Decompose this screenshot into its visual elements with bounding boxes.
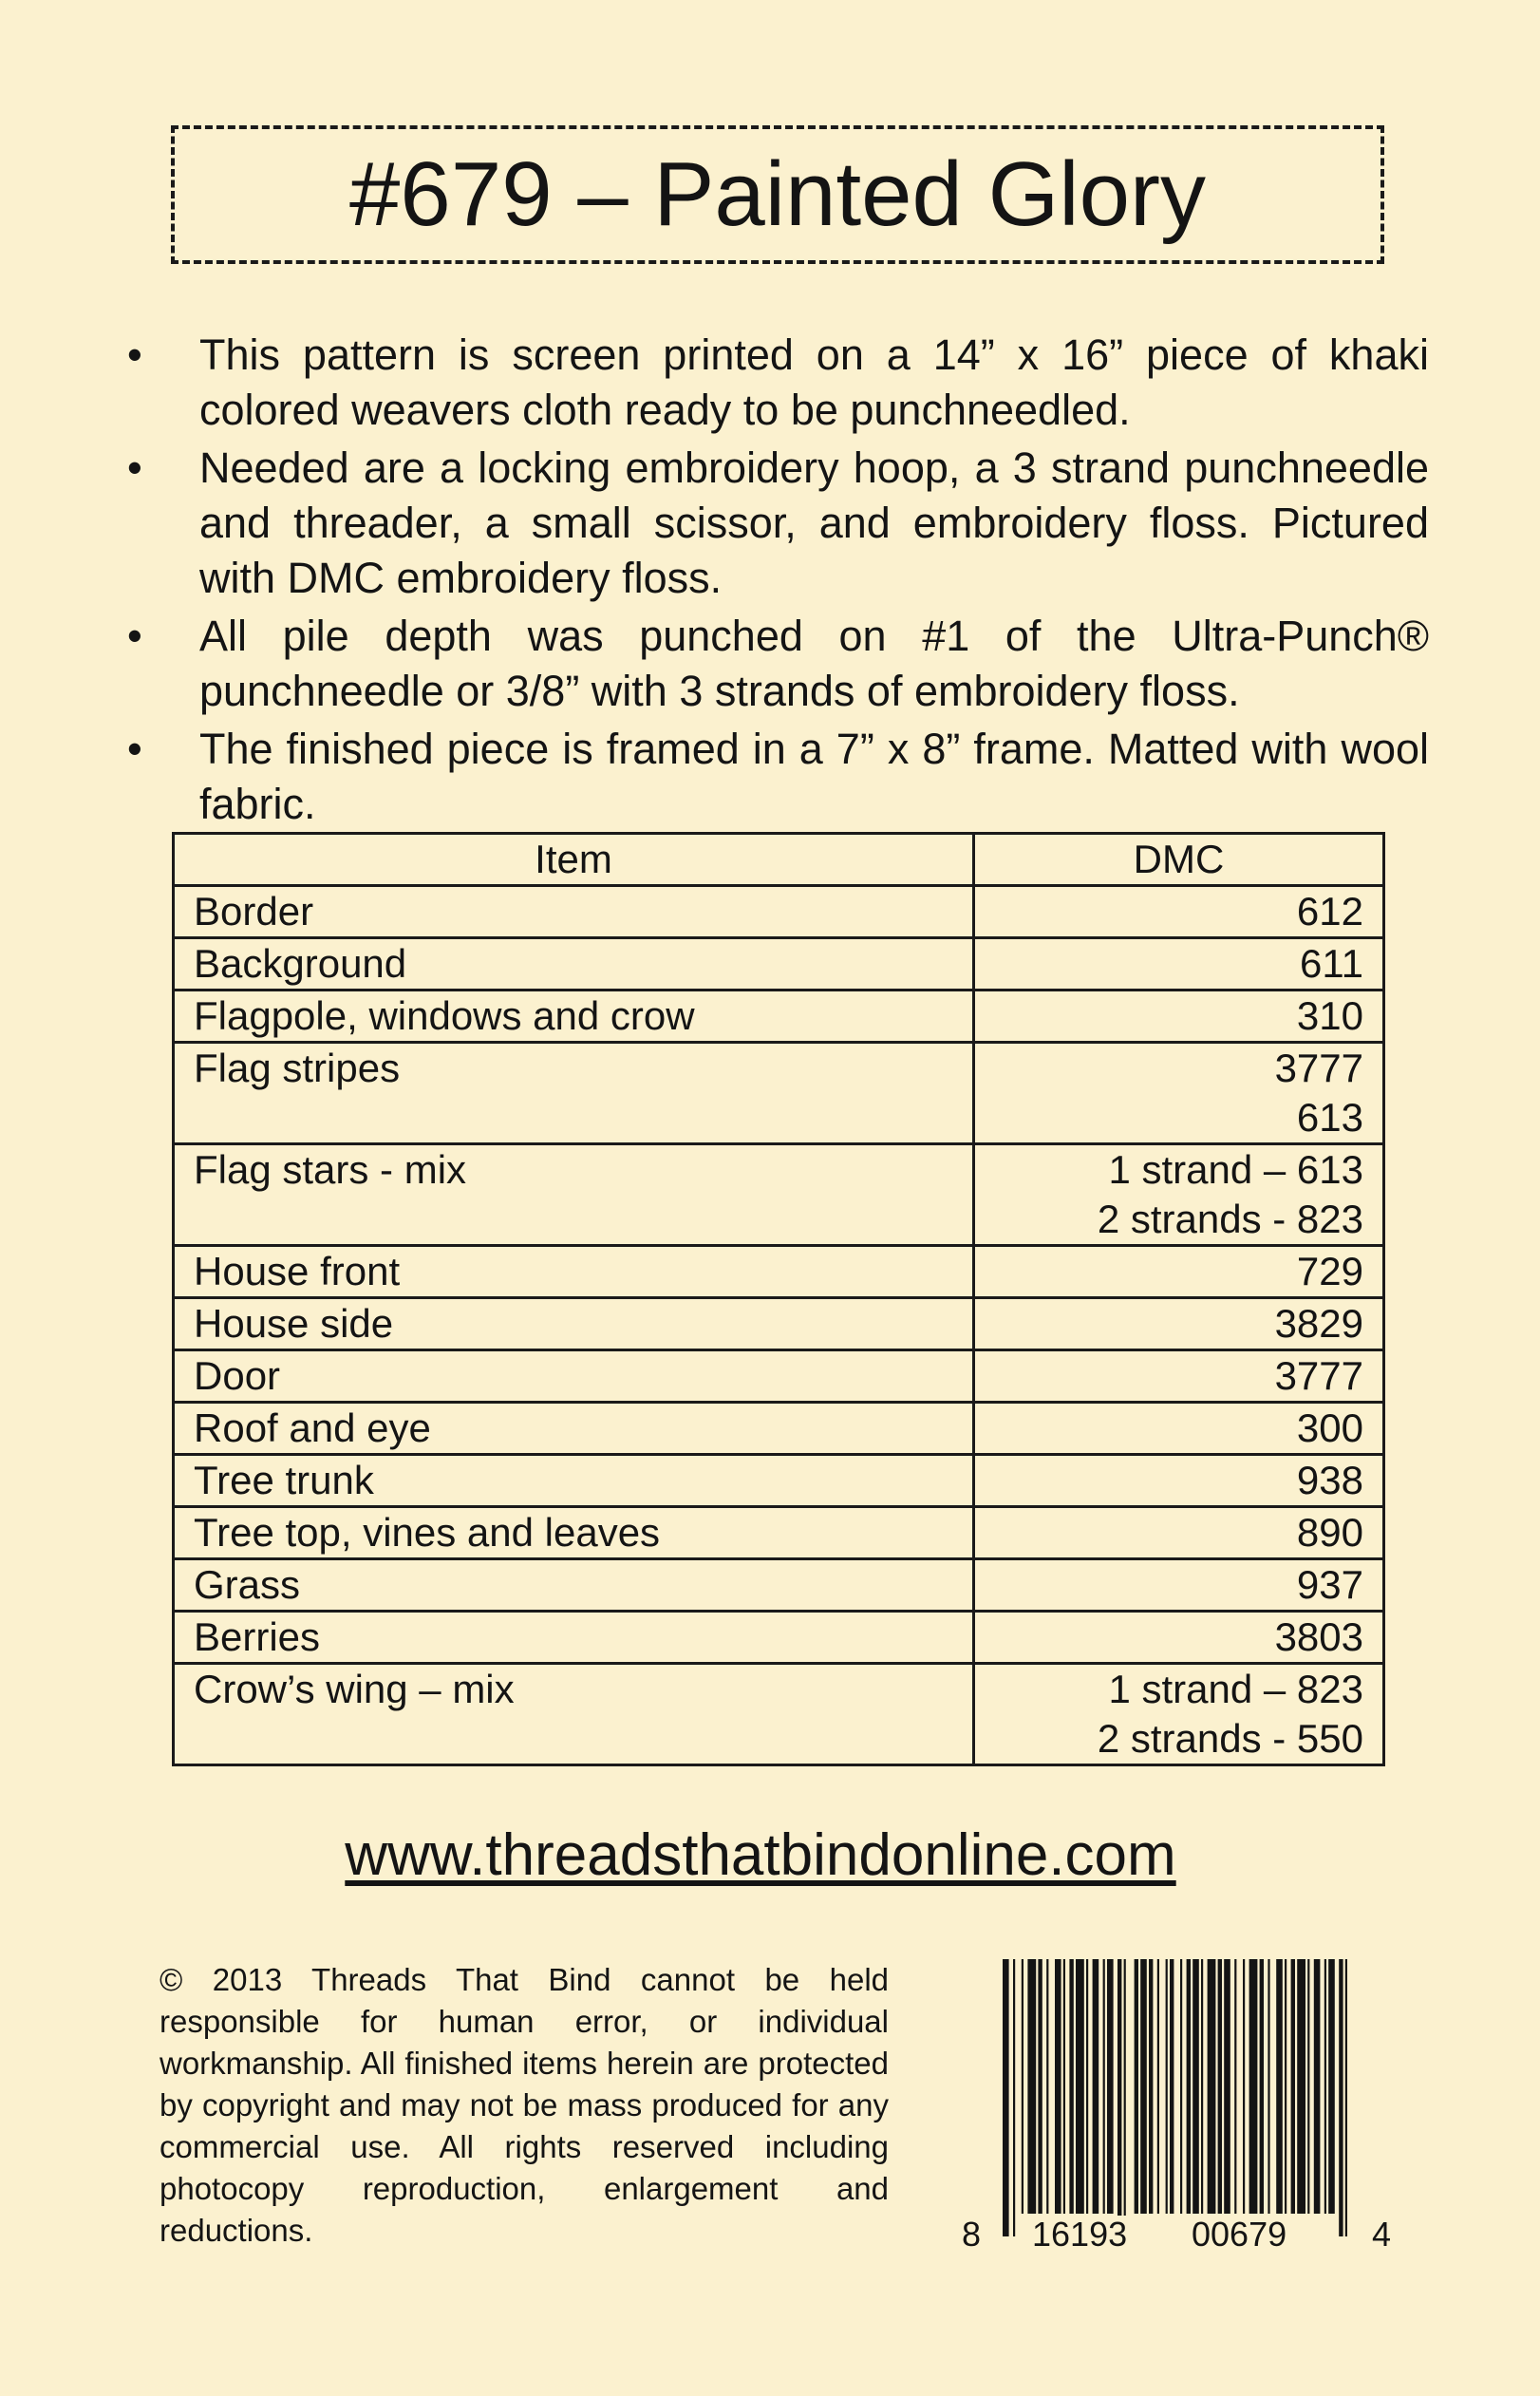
title-box — [171, 125, 1384, 264]
dmc-cell: 1 strand – 823 2 strands - 550 — [974, 1664, 1384, 1765]
barcode-bar — [1307, 1959, 1309, 2214]
barcode-bar — [1027, 1959, 1036, 2214]
barcode-bar — [1124, 1959, 1126, 2236]
barcode-bars — [997, 1959, 1358, 2244]
barcode-bar — [1107, 1959, 1114, 2214]
barcode-bar — [1103, 1959, 1105, 2214]
barcode-lead-digit: 8 — [962, 2215, 982, 2254]
dmc-cell: 3829 — [974, 1298, 1384, 1350]
table-row — [174, 1612, 1384, 1664]
barcode-left-group: 16193 — [1032, 2215, 1128, 2254]
barcode-bar — [1193, 1959, 1199, 2214]
table-row — [174, 1507, 1384, 1559]
dmc-cell: 612 — [974, 886, 1384, 938]
table-row — [174, 1559, 1384, 1612]
barcode-bar — [1180, 1959, 1182, 2214]
barcode-bar — [1187, 1959, 1191, 2214]
dmc-cell: 1 strand – 613 2 strands - 823 — [974, 1144, 1384, 1246]
barcode-bar — [1324, 1959, 1326, 2214]
barcode-bar — [1157, 1959, 1159, 2214]
table-row — [174, 1298, 1384, 1350]
barcode-bar — [1328, 1959, 1335, 2214]
table-row — [174, 886, 1384, 938]
table-row — [174, 1043, 1384, 1144]
barcode-bar — [1314, 1959, 1321, 2214]
dmc-cell: 937 — [974, 1559, 1384, 1612]
item-cell: House front — [174, 1246, 974, 1298]
barcode-bar — [1022, 1959, 1024, 2214]
barcode-bar — [1055, 1959, 1061, 2214]
dmc-cell: 310 — [974, 990, 1384, 1043]
barcode-bar — [1046, 1959, 1048, 2214]
barcode-bar — [1149, 1959, 1153, 2214]
list-item — [123, 722, 1429, 832]
barcode-bar — [1276, 1959, 1283, 2214]
barcode-bar — [1076, 1959, 1084, 2214]
page-title: #679 – Painted Glory — [349, 143, 1206, 245]
item-cell: Tree top, vines and leaves — [174, 1507, 974, 1559]
bullet-text: This pattern is screen printed on a 14” x 16” piece of khaki colored weavers cloth ready to be punchneedled. — [199, 330, 1429, 434]
item-cell: Grass — [174, 1559, 974, 1612]
table-row — [174, 1403, 1384, 1455]
item-cell: Flag stars - mix — [174, 1144, 974, 1246]
dmc-cell: 300 — [974, 1403, 1384, 1455]
barcode-bar — [1297, 1959, 1305, 2214]
barcode-bar — [1285, 1959, 1286, 2214]
list-item — [123, 609, 1429, 719]
barcode-bar — [1224, 1959, 1230, 2214]
website-link[interactable]: www.threadsthatbindonline.com — [345, 1822, 1176, 1888]
item-cell: Flagpole, windows and crow — [174, 990, 974, 1043]
item-cell: Background — [174, 938, 974, 990]
bullet-icon: • — [127, 443, 142, 492]
table-row — [174, 1455, 1384, 1507]
barcode-bar — [1170, 1959, 1174, 2214]
barcode-bar — [1234, 1959, 1236, 2214]
barcode-bar — [1013, 1959, 1015, 2236]
dmc-cell: 729 — [974, 1246, 1384, 1298]
item-cell: Door — [174, 1350, 974, 1403]
barcode-right-group: 00679 — [1192, 2215, 1287, 2254]
bullet-icon: • — [127, 725, 142, 773]
dmc-cell: 3803 — [974, 1612, 1384, 1664]
column-header-dmc: DMC — [974, 834, 1384, 886]
barcode-check-digit: 4 — [1372, 2215, 1392, 2254]
barcode-bar — [1291, 1959, 1295, 2214]
dmc-cell: 890 — [974, 1507, 1384, 1559]
bullet-icon: • — [127, 612, 142, 660]
table-row — [174, 1350, 1384, 1403]
table-row — [174, 1664, 1384, 1765]
barcode-bar — [1339, 1959, 1343, 2236]
item-cell: Tree trunk — [174, 1455, 974, 1507]
item-cell: Crow’s wing – mix — [174, 1664, 974, 1765]
website-link-row — [0, 1821, 1540, 1889]
bullet-text: The finished piece is framed in a 7” x 8” frame. Matted with wool fabric. — [199, 725, 1429, 828]
dmc-cell: 3777 — [974, 1350, 1384, 1403]
barcode-bar — [1140, 1959, 1147, 2214]
bullet-text: Needed are a locking embroidery hoop, a 3 strand punchneedle and threader, a small scissor, and embroidery floss. Pictured with DMC embroidery floss. — [199, 443, 1429, 602]
barcode-bar — [1260, 1959, 1264, 2214]
barcode-bar — [1038, 1959, 1042, 2214]
barcode-bar — [1135, 1959, 1138, 2214]
barcode-bar — [1208, 1959, 1216, 2214]
list-item — [123, 328, 1429, 438]
barcode-bar — [1086, 1959, 1088, 2214]
item-cell: Flag stripes — [174, 1043, 974, 1144]
table-row — [174, 1246, 1384, 1298]
barcode-bar — [1117, 1959, 1121, 2236]
barcode-bar — [1201, 1959, 1203, 2214]
barcode-bar — [1243, 1959, 1245, 2214]
barcode-bar — [1345, 1959, 1347, 2236]
barcode-bar — [1166, 1959, 1168, 2214]
item-cell: Roof and eye — [174, 1403, 974, 1455]
table-row — [174, 938, 1384, 990]
floss-table — [172, 832, 1385, 1766]
barcode — [954, 1959, 1391, 2263]
bullet-text: All pile depth was punched on #1 of the Ultra-Punch® punchneedle or 3/8” with 3 strands of embroidery floss. — [199, 612, 1429, 715]
barcode-bar — [1069, 1959, 1073, 2214]
item-cell: Border — [174, 886, 974, 938]
dmc-cell: 611 — [974, 938, 1384, 990]
barcode-bar — [1063, 1959, 1065, 2214]
instruction-list — [123, 328, 1429, 835]
dmc-cell: 3777 613 — [974, 1043, 1384, 1144]
column-header-item: Item — [174, 834, 974, 886]
item-cell: House side — [174, 1298, 974, 1350]
barcode-bar — [1268, 1959, 1269, 2214]
copyright-notice: © 2013 Threads That Bind cannot be held responsible for human error, or individual workmanship. All finished items herein are protected by copyright and may not be mass produced for any commercial use. All rights reserved including photocopy reproduction, enlargement and reductions. — [160, 1962, 889, 2248]
barcode-bar — [1093, 1959, 1099, 2214]
table-row — [174, 990, 1384, 1043]
bullet-icon: • — [127, 330, 142, 379]
barcode-bar — [1003, 1959, 1009, 2236]
table-header-row — [174, 834, 1384, 886]
item-cell: Berries — [174, 1612, 974, 1664]
barcode-bar — [1249, 1959, 1258, 2214]
table-row — [174, 1144, 1384, 1246]
list-item — [123, 441, 1429, 606]
dmc-cell: 938 — [974, 1455, 1384, 1507]
barcode-bar — [1218, 1959, 1222, 2214]
